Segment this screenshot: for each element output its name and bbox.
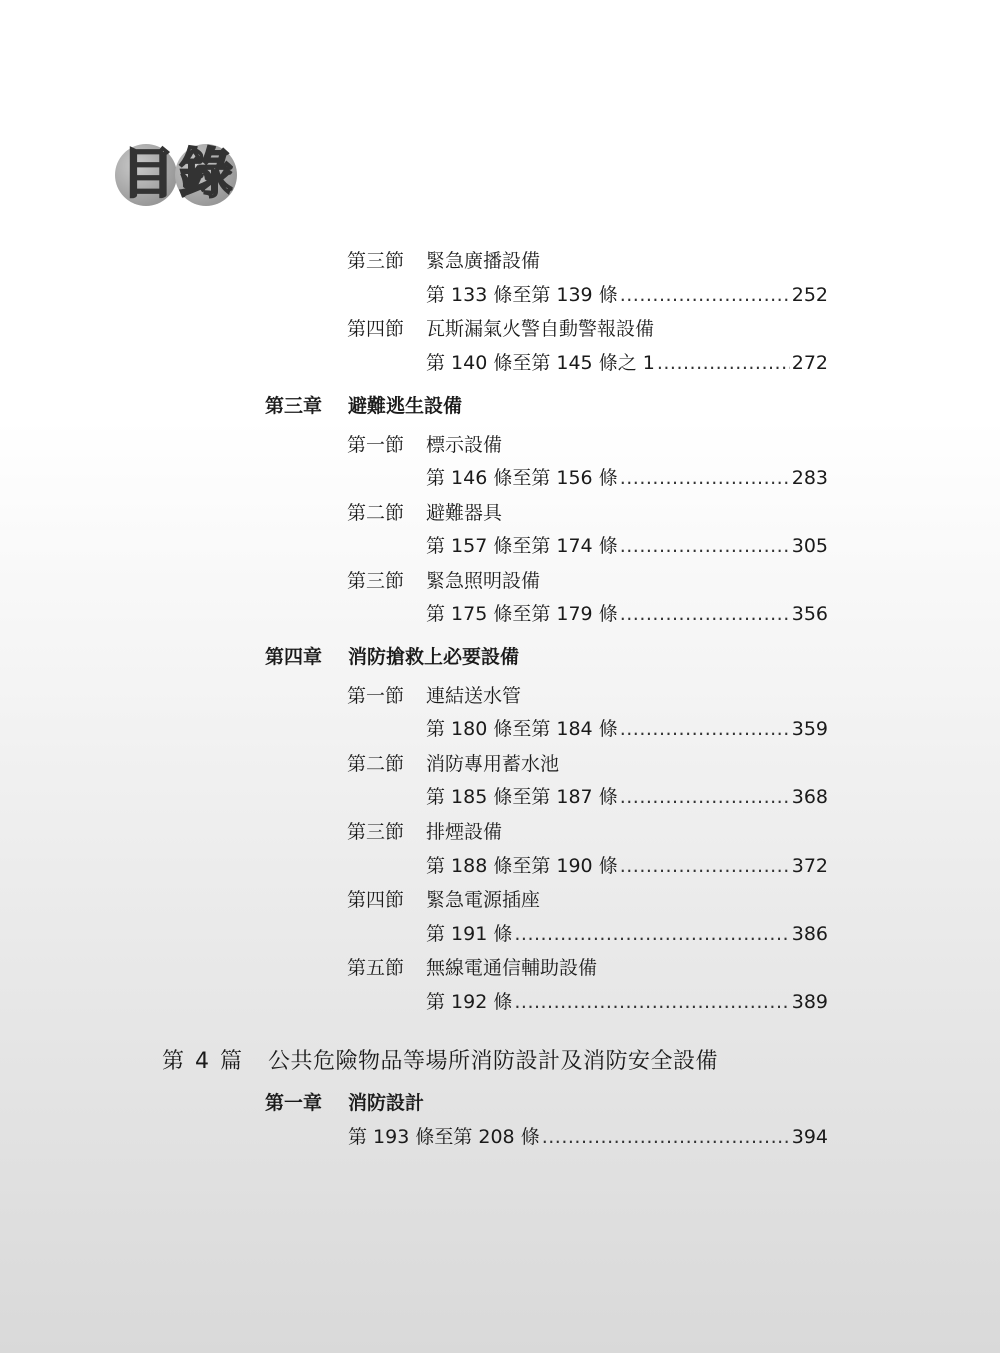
section-title: 瓦斯漏氣火警自動警報設備 xyxy=(426,318,655,340)
toc-title-char-1: 目 xyxy=(121,142,175,205)
dot-leader xyxy=(620,531,790,561)
page-number: 356 xyxy=(791,603,828,625)
toc-leader xyxy=(426,463,828,493)
section-title: 避難器具 xyxy=(426,502,503,524)
section-label: 第四節 xyxy=(347,318,405,340)
section-label: 第二節 xyxy=(347,502,405,524)
page-number: 272 xyxy=(791,352,828,374)
article-range: 第 180 條至第 184 條 xyxy=(426,718,618,740)
dot-leader xyxy=(514,919,789,949)
article-range: 第 193 條至第 208 條 xyxy=(348,1126,540,1148)
toc-leader xyxy=(426,599,828,629)
article-range: 第 157 條至第 174 條 xyxy=(426,535,618,557)
chapter-title: 消防搶救上必要設備 xyxy=(348,646,520,668)
section-label: 第二節 xyxy=(347,753,405,775)
dot-leader xyxy=(514,987,789,1017)
toc-leader xyxy=(348,1122,828,1152)
page-number: 283 xyxy=(791,467,828,489)
page-number: 368 xyxy=(791,786,828,808)
dot-leader xyxy=(657,348,790,378)
section-title: 消防專用蓄水池 xyxy=(426,753,560,775)
section-title: 緊急電源插座 xyxy=(426,889,541,911)
section-label: 第三節 xyxy=(347,250,405,272)
article-range: 第 192 條 xyxy=(426,991,513,1013)
section-label: 第一節 xyxy=(347,685,405,707)
toc-leader xyxy=(426,919,828,949)
toc-title-char-2: 錄 xyxy=(179,142,233,205)
article-range: 第 191 條 xyxy=(426,923,513,945)
page-number: 386 xyxy=(791,923,828,945)
page-number: 372 xyxy=(791,855,828,877)
page-number: 305 xyxy=(791,535,828,557)
dot-leader xyxy=(620,782,790,812)
section-title: 緊急廣播設備 xyxy=(426,250,541,272)
toc-leader xyxy=(426,714,828,744)
dot-leader xyxy=(620,851,790,881)
chapter-title: 消防設計 xyxy=(348,1092,425,1114)
toc-leader xyxy=(426,348,828,378)
section-title: 排煙設備 xyxy=(426,821,503,843)
section-title: 連結送水管 xyxy=(426,685,522,707)
toc-leader xyxy=(426,851,828,881)
toc-leader xyxy=(426,280,828,310)
page-number: 252 xyxy=(791,284,828,306)
article-range: 第 175 條至第 179 條 xyxy=(426,603,618,625)
section-label: 第五節 xyxy=(347,957,405,979)
chapter-label: 第一章 xyxy=(265,1092,323,1114)
section-title: 無線電通信輔助設備 xyxy=(426,957,598,979)
page-number: 394 xyxy=(791,1126,828,1148)
section-title: 標示設備 xyxy=(426,434,503,456)
page-number: 389 xyxy=(791,991,828,1013)
toc-leader xyxy=(426,987,828,1017)
dot-leader xyxy=(620,280,790,310)
article-range: 第 133 條至第 139 條 xyxy=(426,284,618,306)
page-number: 359 xyxy=(791,718,828,740)
chapter-label: 第三章 xyxy=(265,395,323,417)
section-label: 第四節 xyxy=(347,889,405,911)
article-range: 第 185 條至第 187 條 xyxy=(426,786,618,808)
toc-leader xyxy=(426,782,828,812)
article-range: 第 146 條至第 156 條 xyxy=(426,467,618,489)
section-label: 第三節 xyxy=(347,570,405,592)
toc-leader xyxy=(426,531,828,561)
dot-leader xyxy=(542,1122,790,1152)
chapter-title: 避難逃生設備 xyxy=(348,395,463,417)
dot-leader xyxy=(620,463,790,493)
section-label: 第三節 xyxy=(347,821,405,843)
chapter-label: 第四章 xyxy=(265,646,323,668)
toc-title-logo xyxy=(113,142,243,208)
article-range: 第 140 條至第 145 條之 1 xyxy=(426,352,655,374)
dot-leader xyxy=(620,714,790,744)
dot-leader xyxy=(620,599,790,629)
article-range: 第 188 條至第 190 條 xyxy=(426,855,618,877)
part-label: 第 4 篇 xyxy=(162,1049,244,1074)
section-label: 第一節 xyxy=(347,434,405,456)
part-title: 公共危險物品等場所消防設計及消防安全設備 xyxy=(268,1049,719,1074)
section-title: 緊急照明設備 xyxy=(426,570,541,592)
